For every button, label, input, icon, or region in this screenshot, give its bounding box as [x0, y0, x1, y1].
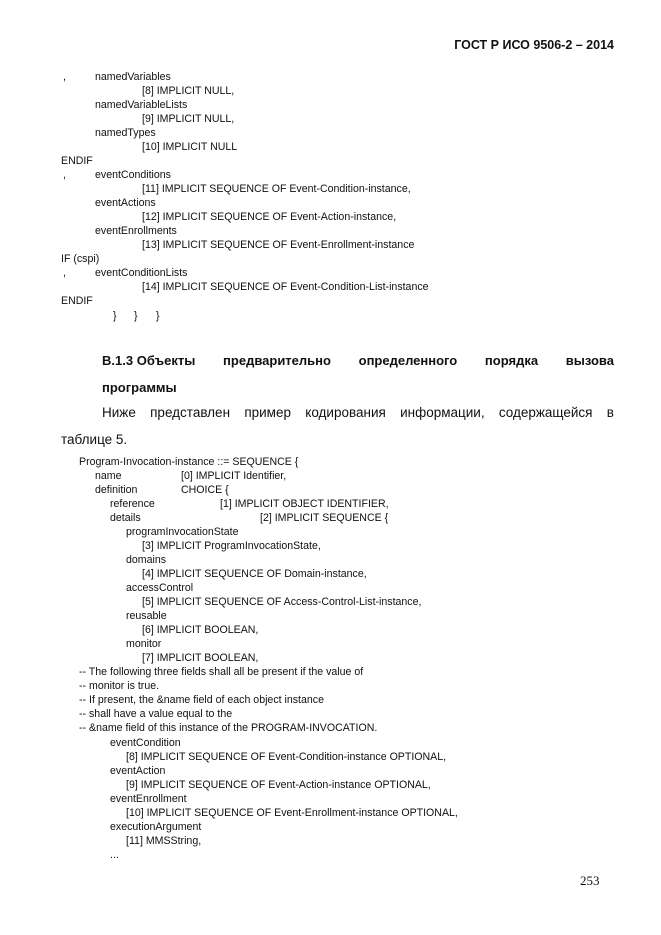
paragraph-word: представлен — [150, 405, 231, 420]
code-text: [10] IMPLICIT SEQUENCE OF Event-Enrollment-instance OPTIONAL, — [126, 807, 458, 819]
paragraph-word: кодирования — [305, 405, 386, 420]
code-text: [0] IMPLICIT Identifier, — [181, 470, 287, 482]
code-text: eventAction — [110, 765, 166, 777]
code-text: [10] IMPLICIT NULL — [142, 141, 238, 153]
code-line — [0, 595, 661, 609]
code-text: , — [63, 169, 66, 181]
code-line — [0, 693, 661, 707]
paragraph-word: содержащейся — [498, 405, 593, 420]
code-text: [8] IMPLICIT SEQUENCE OF Event-Condition-instance OPTIONAL, — [126, 751, 447, 763]
code-line — [0, 469, 661, 483]
paragraph-word: информации, — [400, 405, 485, 420]
code-line — [0, 140, 661, 154]
code-line — [0, 154, 661, 168]
code-comment: -- shall have a value equal to the — [79, 708, 233, 720]
code-text: eventEnrollment — [110, 793, 187, 805]
section-heading-word — [102, 353, 195, 368]
code-line — [0, 581, 661, 595]
code-text: executionArgument — [110, 821, 202, 833]
code-line — [0, 792, 661, 806]
code-text: } — [156, 310, 160, 322]
code-line — [0, 623, 661, 637]
code-comment: -- monitor is true. — [79, 680, 160, 692]
code-comment: -- &name field of this instance of the PROGRAM-INVOCATION. — [79, 722, 378, 734]
code-line — [0, 525, 661, 539]
code-line — [0, 266, 661, 280]
code-line — [0, 126, 661, 140]
code-text: reusable — [126, 610, 167, 622]
code-text: domains — [126, 554, 167, 566]
code-line — [0, 483, 661, 497]
section-heading-continuation: программы — [102, 380, 177, 395]
paragraph-word: в — [606, 405, 614, 420]
code-text: namedVariables — [95, 71, 171, 83]
paragraph-word: Ниже — [102, 405, 136, 420]
code-line — [0, 98, 661, 112]
code-line — [0, 294, 661, 308]
document-header: ГОСТ Р ИСО 9506-2 – 2014 — [454, 38, 614, 52]
page-number: 253 — [580, 873, 600, 888]
code-line — [0, 679, 661, 693]
section-title-word: порядка — [484, 353, 539, 368]
section-heading — [102, 353, 614, 368]
code-line — [0, 820, 661, 834]
code-text: [11] IMPLICIT SEQUENCE OF Event-Condition-instance, — [142, 183, 411, 195]
section-title-word: определенного — [358, 353, 458, 368]
code-line — [0, 455, 661, 469]
code-line — [0, 252, 661, 266]
code-line — [0, 511, 661, 525]
code-text: [5] IMPLICIT SEQUENCE OF Access-Control-List-instance, — [142, 596, 422, 608]
code-text: ENDIF — [61, 155, 93, 167]
code-text: eventCondition — [110, 737, 181, 749]
code-text: eventConditions — [95, 169, 171, 181]
code-text: [13] IMPLICIT SEQUENCE OF Event-Enrollment-instance — [142, 239, 415, 251]
code-text: accessControl — [126, 582, 194, 594]
code-line — [0, 309, 661, 323]
code-line — [0, 806, 661, 820]
code-text: definition — [95, 484, 138, 496]
code-text: CHOICE { — [181, 484, 229, 496]
code-line — [0, 834, 661, 848]
code-text: [7] IMPLICIT BOOLEAN, — [142, 652, 259, 664]
code-line — [0, 112, 661, 126]
code-line — [0, 168, 661, 182]
code-text: , — [63, 267, 66, 279]
code-text: eventActions — [95, 197, 156, 209]
code-text: reference — [110, 498, 155, 510]
code-line — [0, 539, 661, 553]
section-number: В.1.3 — [102, 353, 134, 368]
code-text: eventConditionLists — [95, 267, 188, 279]
code-line — [0, 497, 661, 511]
code-text: name — [95, 470, 122, 482]
code-line — [0, 210, 661, 224]
code-text: namedVariableLists — [95, 99, 188, 111]
code-text: programInvocationState — [126, 526, 239, 538]
paragraph-word: пример — [244, 405, 291, 420]
code-line — [0, 567, 661, 581]
body-paragraph — [102, 405, 614, 420]
code-line — [0, 609, 661, 623]
code-text: ENDIF — [61, 295, 93, 307]
code-line — [0, 651, 661, 665]
section-title-word: вызова — [565, 353, 614, 368]
code-text: [6] IMPLICIT BOOLEAN, — [142, 624, 259, 636]
code-line — [0, 637, 661, 651]
code-line — [0, 238, 661, 252]
code-text: details — [110, 512, 141, 524]
code-text: } — [134, 310, 138, 322]
code-line — [0, 665, 661, 679]
code-comment: -- If present, the &name field of each object instance — [79, 694, 324, 706]
code-text: [9] IMPLICIT SEQUENCE OF Event-Action-instance OPTIONAL, — [126, 779, 431, 791]
code-text: [9] IMPLICIT NULL, — [142, 113, 235, 125]
code-text: Program-Invocation-instance ::= SEQUENCE { — [79, 456, 299, 468]
code-line — [0, 280, 661, 294]
code-text: namedTypes — [95, 127, 156, 139]
code-line — [0, 778, 661, 792]
code-text: [2] IMPLICIT SEQUENCE { — [260, 512, 389, 524]
code-line — [0, 196, 661, 210]
code-text: , — [63, 71, 66, 83]
code-comment: -- The following three fields shall all be present if the value of — [79, 666, 364, 678]
section-title-word: предварительно — [223, 353, 331, 368]
code-text: ... — [110, 849, 119, 861]
code-line — [0, 750, 661, 764]
code-text: eventEnrollments — [95, 225, 177, 237]
code-text: [12] IMPLICIT SEQUENCE OF Event-Action-instance, — [142, 211, 397, 223]
code-text: } — [113, 310, 117, 322]
code-line — [0, 764, 661, 778]
code-line — [0, 224, 661, 238]
code-line — [0, 70, 661, 84]
code-line — [0, 721, 661, 735]
code-text: [11] MMSString, — [126, 835, 202, 847]
code-line — [0, 848, 661, 862]
code-text: IF (cspi) — [61, 253, 100, 265]
section-title-word: Объекты — [136, 353, 196, 368]
code-text: [3] IMPLICIT ProgramInvocationState, — [142, 540, 321, 552]
code-text: [1] IMPLICIT OBJECT IDENTIFIER, — [220, 498, 389, 510]
code-text: [14] IMPLICIT SEQUENCE OF Event-Condition-List-instance — [142, 281, 429, 293]
code-line — [0, 707, 661, 721]
body-paragraph-continuation: таблице 5. — [61, 432, 128, 447]
code-line — [0, 553, 661, 567]
code-line — [0, 84, 661, 98]
code-text: [4] IMPLICIT SEQUENCE OF Domain-instance, — [142, 568, 367, 580]
code-line — [0, 736, 661, 750]
code-text: [8] IMPLICIT NULL, — [142, 85, 235, 97]
code-text: monitor — [126, 638, 162, 650]
code-line — [0, 182, 661, 196]
